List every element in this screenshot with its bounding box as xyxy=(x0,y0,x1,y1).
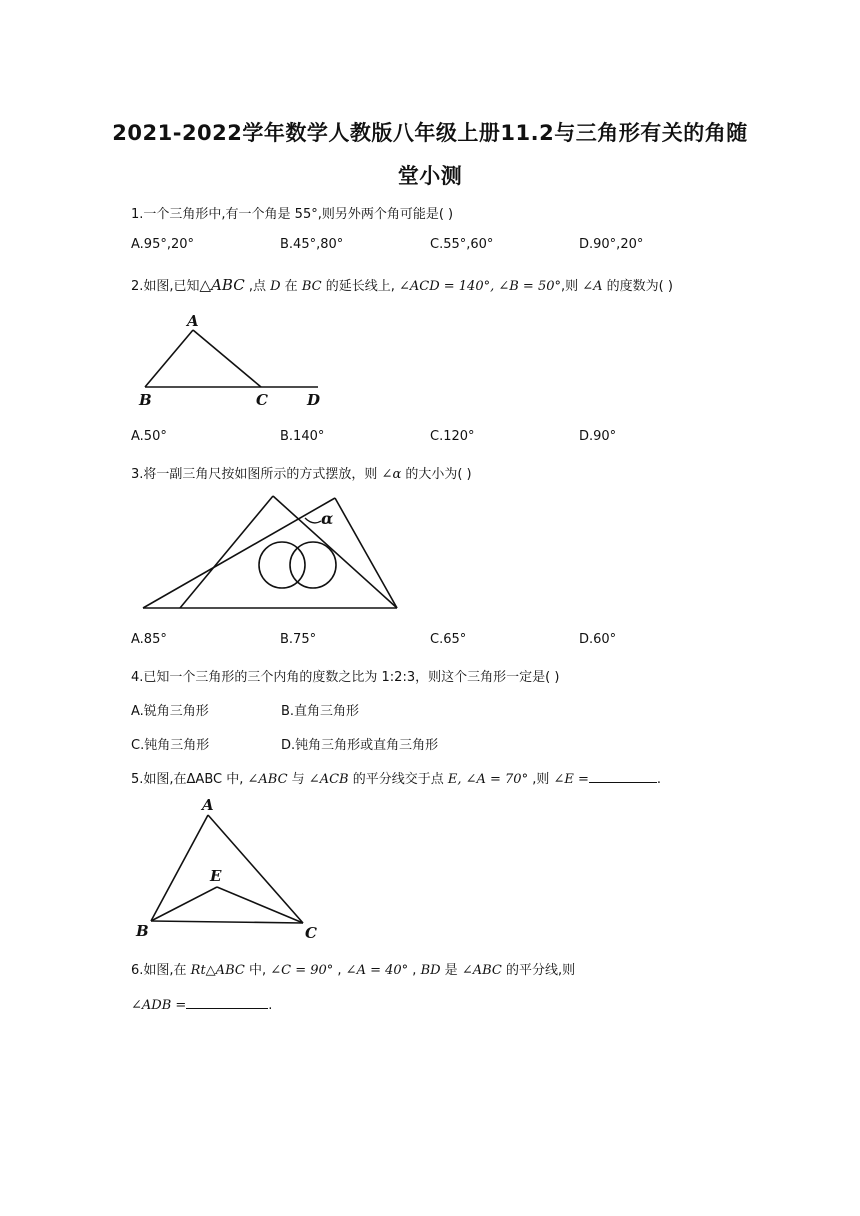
document-title-line2: 堂小测 xyxy=(397,164,463,188)
q6-angle-abc: ∠ABC xyxy=(461,963,502,978)
q5-suffix: . xyxy=(656,772,662,787)
q5-figure xyxy=(133,795,328,945)
q5-mid1: 与 xyxy=(287,772,309,787)
q5-prefix: 5.如图,在ΔABC 中, xyxy=(131,772,248,787)
q2-triangle: △ABC xyxy=(199,276,245,294)
q6-sep: , xyxy=(333,963,346,978)
q5-answer-blank[interactable] xyxy=(589,770,657,783)
q6-answer-blank[interactable] xyxy=(186,996,268,1009)
q2-point-d: D xyxy=(270,279,281,294)
q6-mid1: 中, xyxy=(244,963,271,978)
q6-angle-a: ∠A = 40° xyxy=(345,963,409,978)
q3-option-c: C.65° xyxy=(430,632,467,647)
q2-label-d: D xyxy=(307,391,321,409)
q2-bc: BC xyxy=(301,279,322,294)
q3-label-alpha: α xyxy=(321,509,334,528)
q3-option-b: B.75° xyxy=(280,632,317,647)
q3-angle: ∠α xyxy=(381,467,402,482)
q4-option-b: B.直角三角形 xyxy=(281,704,360,719)
q2-angles: ∠ACD = 140°, ∠B = 50° xyxy=(398,279,561,294)
q2-option-d: D.90° xyxy=(579,429,617,444)
document-title-line1: 2021-2022学年数学人教版八年级上册11.2与三角形有关的角随 xyxy=(112,121,748,145)
q3-option-d: D.60° xyxy=(579,632,617,647)
q2-label-c: C xyxy=(256,391,268,409)
question-6-line1 xyxy=(131,959,575,978)
q2-option-a: A.50° xyxy=(131,429,167,444)
q6-sep2: , xyxy=(408,963,421,978)
q2-option-b: B.140° xyxy=(280,429,325,444)
q4-option-a: A.锐角三角形 xyxy=(131,704,209,719)
question-4: 4.已知一个三角形的三个内角的度数之比为 1:2:3，则这个三角形一定是( ) xyxy=(131,670,560,685)
q2-mid2: 在 xyxy=(280,279,302,294)
question-2 xyxy=(131,275,673,294)
q3-prefix: 3.将一副三角尺按如图所示的方式摆放，则 xyxy=(131,467,382,482)
q3-option-a: A.85° xyxy=(131,632,167,647)
question-3 xyxy=(131,463,472,482)
q6-angle-adb: ∠ADB = xyxy=(131,998,187,1013)
q5-angle-abc: ∠ABC xyxy=(247,772,288,787)
q2-figure xyxy=(135,308,335,410)
q5-angle-acb: ∠ACB xyxy=(308,772,349,787)
q2-mid3: 的延长线上, xyxy=(321,279,399,294)
q2-prefix: 2.如图,已知 xyxy=(131,279,200,294)
q6-bd: BD xyxy=(420,963,441,978)
q5-mid3: ,则 xyxy=(528,772,554,787)
q5-label-e: E xyxy=(210,867,222,885)
question-5 xyxy=(131,768,661,787)
q6-prefix: 6.如图,在 xyxy=(131,963,191,978)
q2-mid4: ,则 xyxy=(561,279,583,294)
q5-angle-e: ∠E = xyxy=(553,772,589,787)
q2-label-a: A xyxy=(187,312,199,330)
q6-rt-triangle: Rt△ABC xyxy=(190,963,245,978)
q6-mid2: 是 xyxy=(440,963,462,978)
q2-label-b: B xyxy=(139,391,152,409)
q5-label-b: B xyxy=(136,922,149,940)
q5-label-c: C xyxy=(305,924,317,942)
q3-figure xyxy=(135,490,405,614)
q1-option-b: B.45°,80° xyxy=(280,237,344,252)
q6-suffix: 的平分线,则 xyxy=(501,963,576,978)
q4-option-d: D.钝角三角形或直角三角形 xyxy=(281,738,439,753)
q5-label-a: A xyxy=(202,796,214,814)
q1-option-c: C.55°,60° xyxy=(430,237,494,252)
q5-mid2: 的平分线交于点 xyxy=(348,772,448,787)
question-1: 1.一个三角形中,有一个角是 55°,则另外两个角可能是( ) xyxy=(131,207,454,222)
q2-mid1: ,点 xyxy=(244,279,271,294)
q6-end: . xyxy=(268,998,273,1013)
q1-option-d: D.90°,20° xyxy=(579,237,644,252)
q3-suffix: 的大小为( ) xyxy=(401,467,472,482)
q2-option-c: C.120° xyxy=(430,429,475,444)
question-6-line2 xyxy=(131,996,272,1013)
q2-suffix: 的度数为( ) xyxy=(602,279,673,294)
q4-option-c: C.钝角三角形 xyxy=(131,738,210,753)
q5-point-e: E, ∠A = 70° xyxy=(447,772,529,787)
q1-option-a: A.95°,20° xyxy=(131,237,195,252)
q2-angle-a: ∠A xyxy=(582,279,603,294)
q6-angle-c: ∠C = 90° xyxy=(270,963,334,978)
